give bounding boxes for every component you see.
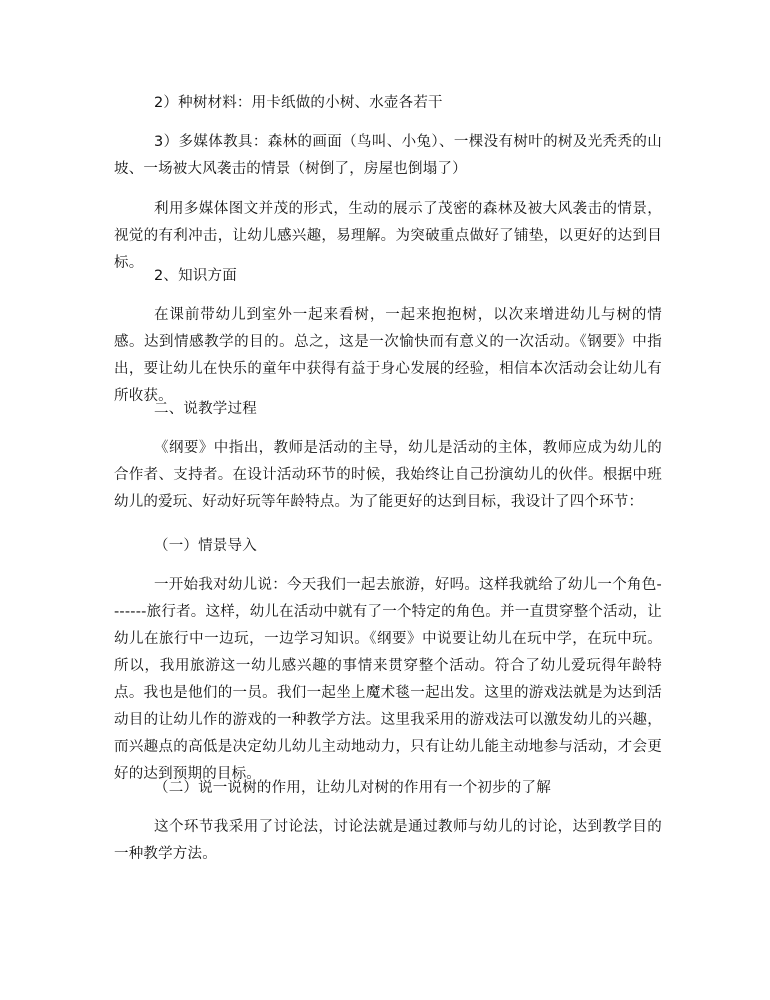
- heading-knowledge: 2、知识方面: [154, 268, 237, 284]
- heading-scene-intro: （一）情景导入: [154, 538, 257, 554]
- paragraph-guideline: 《纲要》中指出，教师是活动的主导，幼儿是活动的主体，教师应成为幼儿的合作者、支持者。在设计活动环节的时候，我始终让自己扮演幼儿的伙伴。根据中班幼儿的爱玩、好动好玩等年龄特点。为了能更好的达到目标，我设计了四个环节：: [114, 440, 662, 510]
- paragraph-material-item-3: 3）多媒体教具：森林的画面（鸟叫、小兔）、一棵没有树叶的树及光秃秃的山坡、一场被大风袭击的情景（树倒了，房屋也倒塌了）: [114, 134, 662, 177]
- paragraph-multimedia-effect: 利用多媒体图文并茂的形式，生动的展示了茂密的森林及被大风袭击的情景，视觉的有利冲击，让幼儿感兴趣，易理解。为突破重点做好了铺垫，以更好的达到目标。: [114, 201, 662, 271]
- paragraph-scene-intro: 一开始我对幼儿说：今天我们一起去旅游，好吗。这样我就给了幼儿一个角色-------旅行者。这样，幼儿在活动中就有了一个特定的角色。并一直贯穿整个活动，让幼儿在旅行中一边玩，一边学习知识。《纲要》中说要让幼儿在玩中学，在玩中玩。所以，我用旅游这一幼儿感兴趣的事情来贯穿整个活动。符合了幼儿爱玩得年龄特点。我也是他们的一员。我们一起坐上魔术毯一起出发。这里的游戏法就是为达到活动目的让幼儿作的游戏的一种教学方法。这里我采用的游戏法可以激发幼儿的兴趣，而兴趣点的高低是决定幼儿幼儿主动地动力，只有让幼儿能主动地参与活动，才会更好的达到预期的目标。: [114, 577, 662, 782]
- paragraph-knowledge: 在课前带幼儿到室外一起来看树，一起来抱抱树，以次来增进幼儿与树的情感。达到情感教学的目的。总之，这是一次愉快而有意义的一次活动。《钢要》中指出，要让幼儿在快乐的童年中获得有益于身心发展的经验，相信本次活动会让幼儿有所收获。: [114, 307, 662, 404]
- paragraph-discussion-method: 这个环节我采用了讨论法，讨论法就是通过教师与幼儿的讨论，达到教学目的一种教学方法。: [114, 819, 662, 862]
- paragraph-material-item-2: 2）种树材料：用卡纸做的小树、水壶各若干: [154, 95, 443, 111]
- heading-tree-function: （二）说一说树的作用，让幼儿对树的作用有一个初步的了解: [154, 780, 551, 796]
- heading-teaching-process: 二、说教学过程: [154, 401, 257, 417]
